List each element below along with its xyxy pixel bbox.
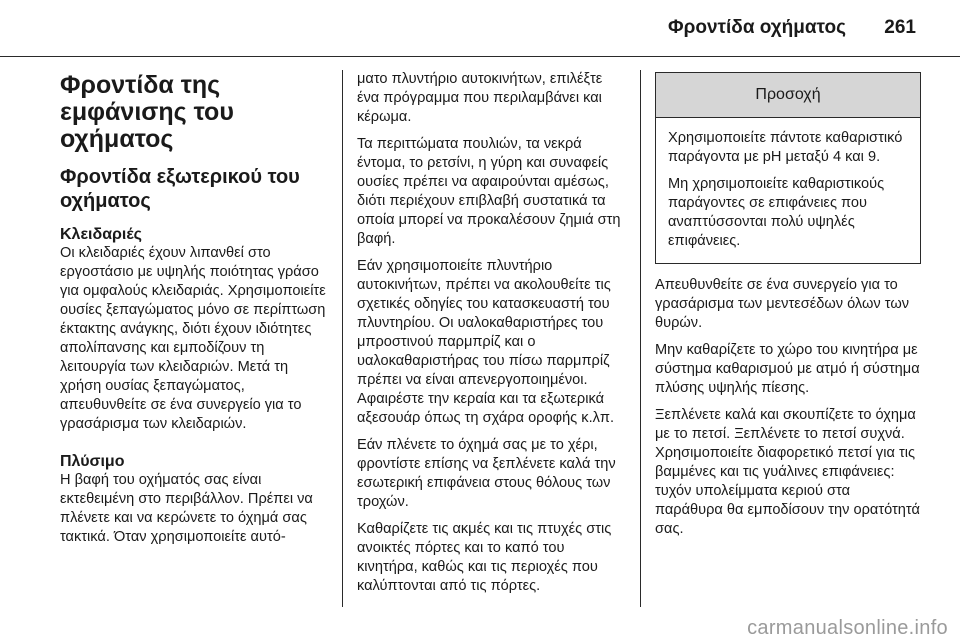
- caution-text: Χρησιμοποιείτε πάντοτε καθαριστικό παράγοντα με pH μεταξύ 4 και 9.: [668, 130, 903, 165]
- caution-body: [656, 118, 920, 263]
- paragraph: Τα περιττώματα πουλιών, τα νεκρά έντομα, το ρετσίνι, η γύρη και συναφείς ουσίες πρέπει να αφαιρούνται αμέσως, διότι περιέχουν επιβλαβή συστατικά τα οποία μπορεί να προκαλέσουν ζημιά στη βαφή.: [357, 136, 621, 247]
- caution-heading: Προσοχή: [656, 73, 920, 118]
- paragraph: Μην καθαρίζετε το χώρο του κινητήρα με σύστημα καθαρισμού με ατμό ή σύστημα πλύσης υψηλής πίεσης.: [655, 342, 920, 396]
- column-divider-left: [342, 70, 343, 607]
- running-title: Φροντίδα οχήματος: [668, 17, 846, 38]
- running-header: [0, 0, 960, 57]
- column-right: [655, 70, 921, 547]
- page-number: 261: [884, 17, 916, 38]
- paragraph: ματο πλυντήριο αυτοκινήτων, επιλέξτε ένα πρόγραμμα που περιλαμβάνει και κέρωμα.: [357, 71, 603, 125]
- caution-text: Μη χρησιμοποιείτε καθαριστικούς παράγοντες σε επιφάνειες που αναπτύσσονται πολύ υψηλές επιφάνειες.: [668, 176, 885, 249]
- watermark: carmanualsonline.info: [747, 617, 948, 639]
- washing-text: Η βαφή του οχήματός σας είναι εκτεθειμένη στο περιβάλλον. Πρέπει να πλένετε και να κερώνετε το όχημά σας τακτικά. Όταν χρησιμοποιείτε αυτό-: [60, 472, 313, 545]
- column-left: [60, 70, 328, 555]
- section-title: Φροντίδα εξωτερικού του οχήματος: [60, 166, 300, 212]
- column-middle: [357, 70, 625, 604]
- locks-heading: Κλειδαριές: [60, 226, 142, 243]
- paragraph: Εάν πλένετε το όχημά σας με το χέρι, φροντίστε επίσης να ξεπλένετε καλά την εσωτερική επιφάνεια στους θόλους των τροχών.: [357, 437, 616, 510]
- paragraph: Καθαρίζετε τις ακμές και τις πτυχές στις ανοικτές πόρτες και το καπό του κινητήρα, καθώς και τις περιοχές που καλύπτονται από τις πόρτες.: [357, 521, 612, 594]
- paragraph: Ξεπλένετε καλά και σκουπίζετε το όχημα με το πετσί. Ξεπλένετε το πετσί συχνά. Χρησιμοποιείτε διαφορετικό πετσί για τις βαμμένες και τις γυάλινες επιφάνειες: τυχόν υπολείμματα κεριού στα παράθυρα θα εμποδίσουν την ορατότητά σας.: [655, 407, 920, 537]
- paragraph: Εάν χρησιμοποιείτε πλυντήριο αυτοκινήτων, πρέπει να ακολουθείτε τις σχετικές οδηγίες του κατασκευαστή του πλυντηρίου. Οι υαλοκαθαριστήρες του μπροστινού παρμπρίζ και ο υαλοκαθαριστήρας του πίσω παρμπρίζ πρέπει να είναι απενεργοποιημένοι. Αφαιρέστε την κεραία και τα εξωτερικά αξεσουάρ όπως τη σχάρα οροφής κ.λπ.: [357, 258, 615, 426]
- caution-box: [655, 72, 921, 264]
- chapter-title: Φροντίδα της εμφάνισης του οχήματος: [60, 71, 234, 153]
- locks-text: Οι κλειδαριές έχουν λιπανθεί στο εργοστάσιο με υψηλής ποιότητας γράσο για ομφαλούς κλειδαριάς. Χρησιμοποιείτε ουσίες ξεπαγώματος μόνο σε περίπτωση έκτακτης ανάγκης, διότι έχουν ιδιότητες απολίπανσης και εμποδίζουν τη λειτουργία των κλειδαριών. Μετά τη χρήση ουσίας ξεπαγώματος, απευθυνθείτε σε ένα συνεργείο για το γρασάρισμα των κλειδαριών.: [60, 245, 326, 432]
- column-divider-right: [640, 70, 641, 607]
- paragraph: Απευθυνθείτε σε ένα συνεργείο για το γρασάρισμα των μεντεσέδων όλων των θυρών.: [655, 277, 910, 331]
- washing-heading: Πλύσιμο: [60, 453, 125, 470]
